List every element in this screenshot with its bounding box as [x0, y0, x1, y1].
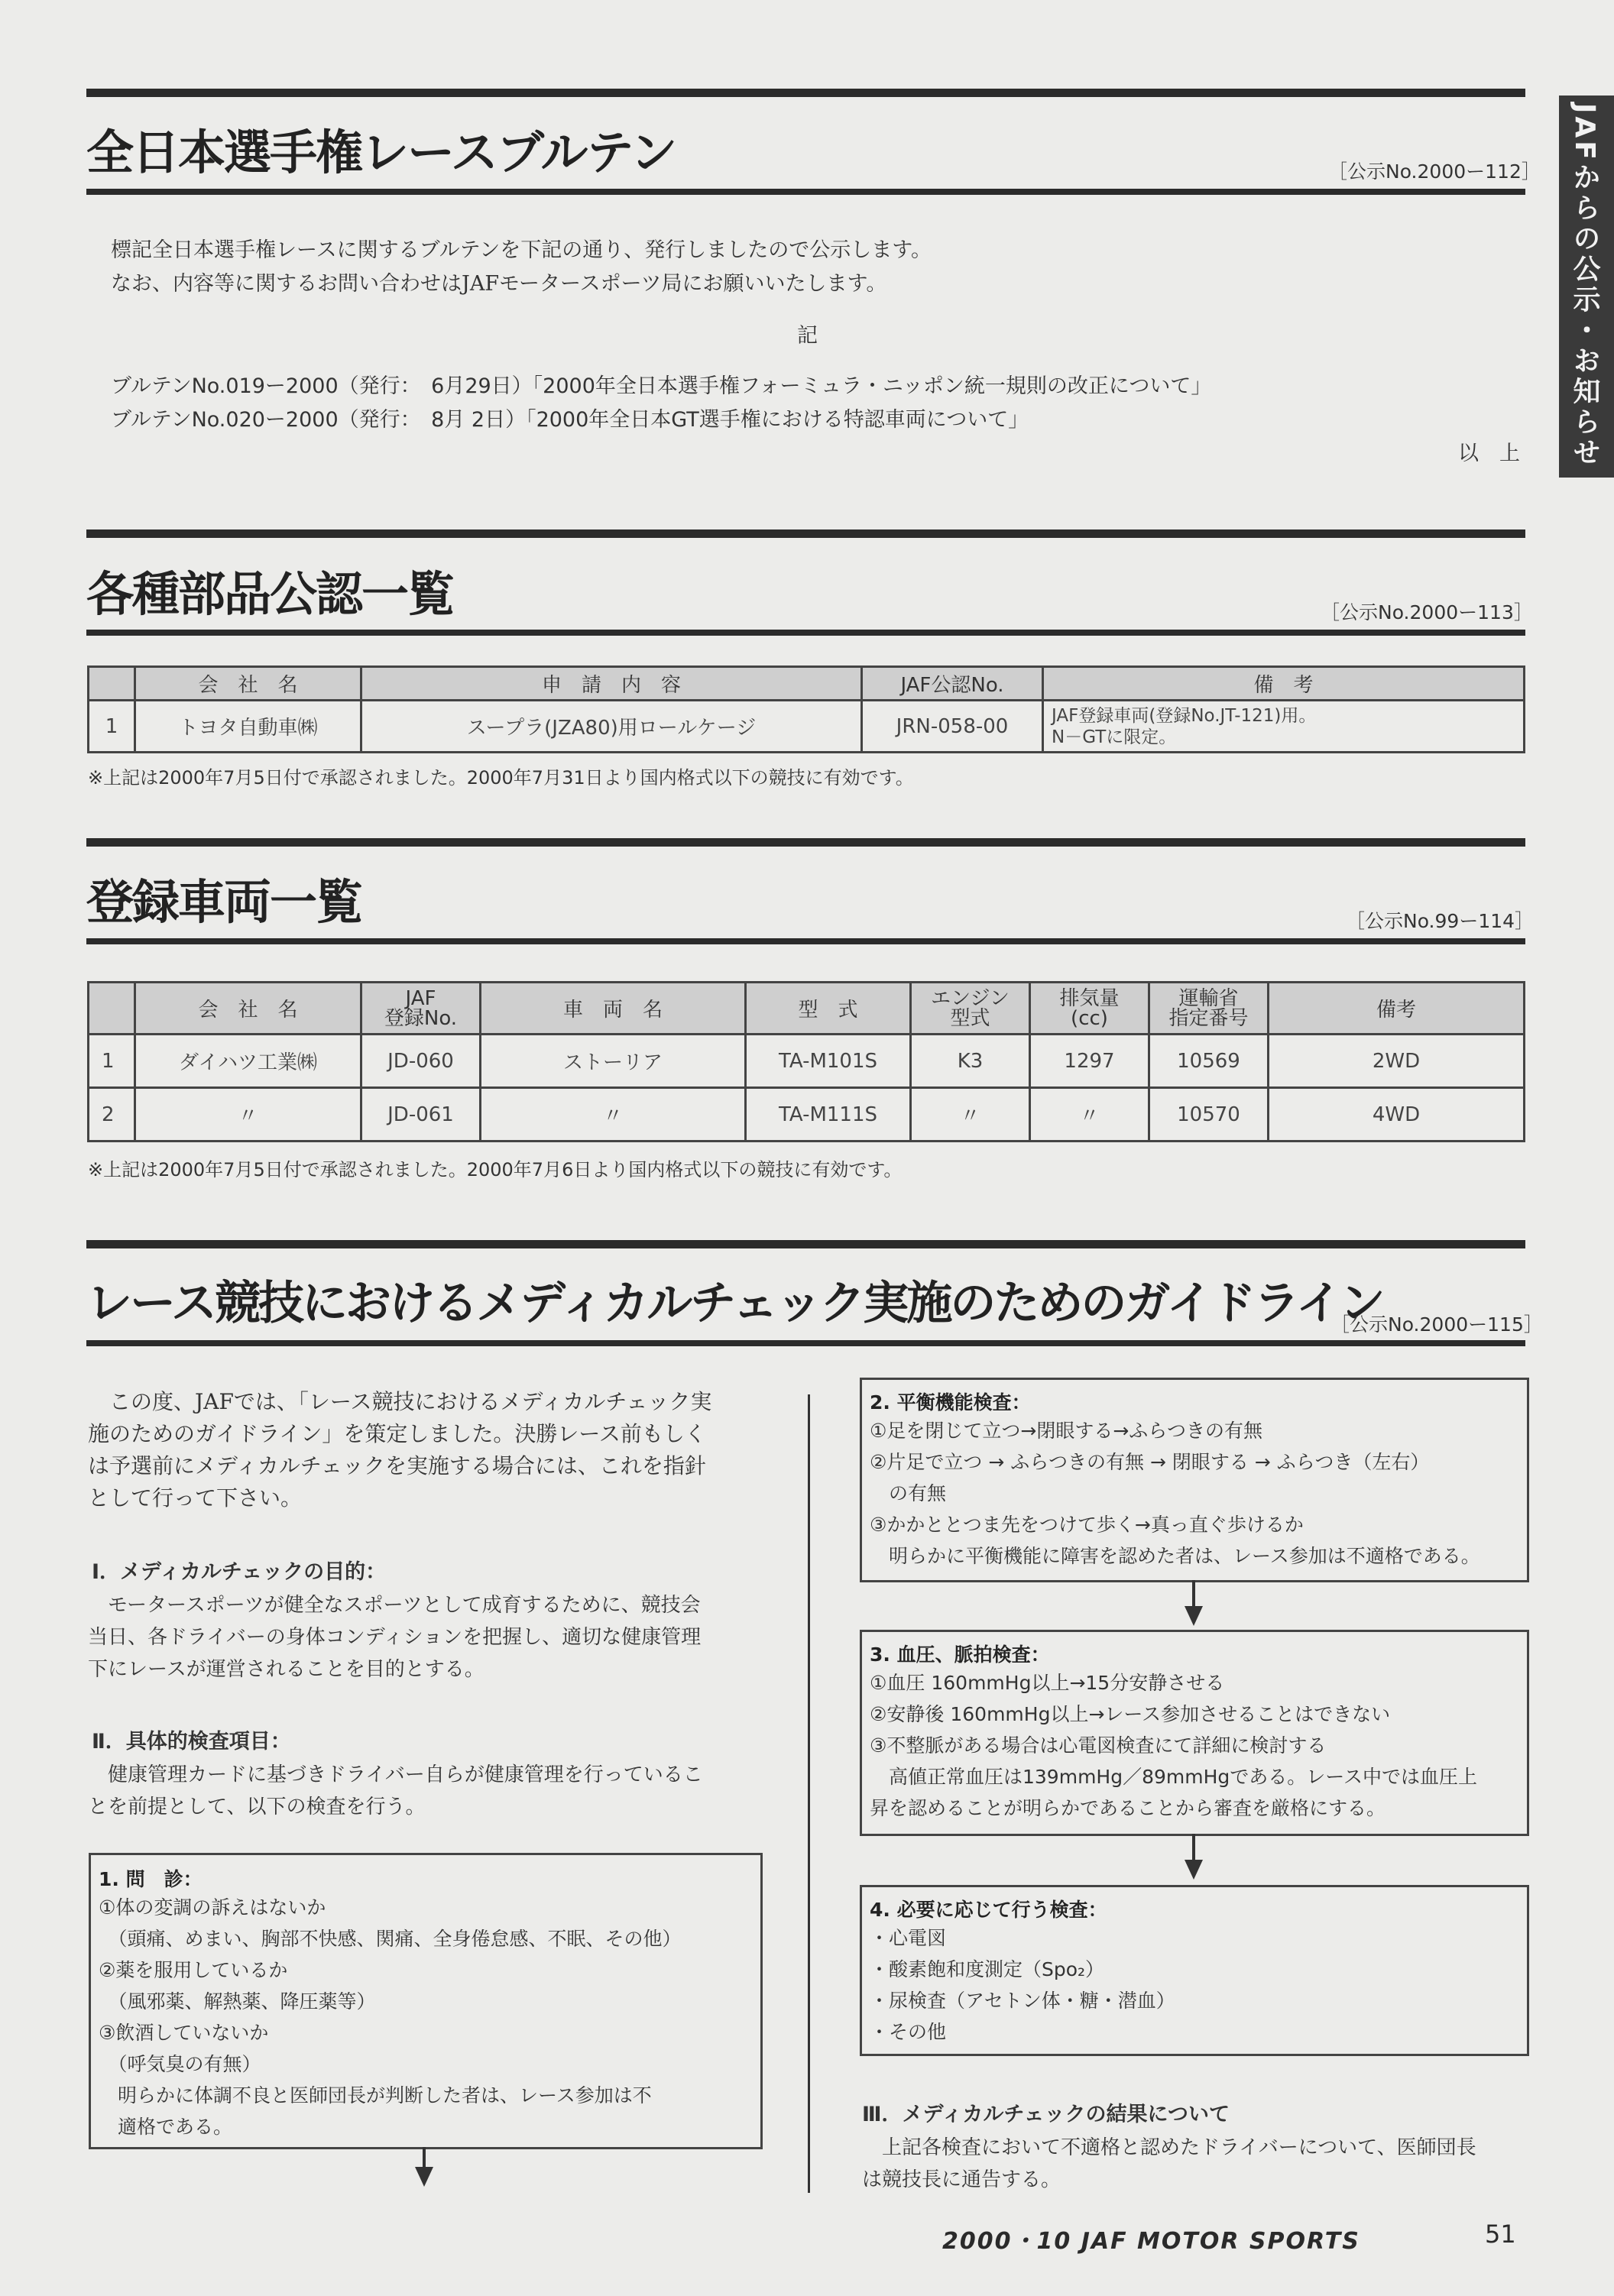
- purpose-line: 下にレースが運営されることを目的とする。: [88, 1658, 485, 1681]
- box-line: （風邪薬、解熱薬、降圧薬等）: [99, 1990, 376, 2013]
- box-blood-pressure: [860, 1630, 1529, 1836]
- table-cell: 10569: [1149, 1035, 1269, 1088]
- table-header: [1149, 983, 1269, 1035]
- purpose-line: モータースポーツが健全なスポーツとして成育するために、競技会: [88, 1594, 701, 1617]
- footer-magazine-title: 2000・10 JAF MOTOR SPORTS: [942, 2228, 1360, 2255]
- heading-results: Ⅲ．メディカルチェックの結果について: [862, 2103, 1230, 2126]
- table-cell: 1: [89, 701, 135, 753]
- section3-footnote: ※上記は2000年7月5日付で承認されました。2000年7月6日より国内格式以下の競技に有効です。: [88, 1159, 903, 1180]
- box-additional-tests: [860, 1885, 1529, 2056]
- table-cell: ストーリア: [481, 1035, 746, 1088]
- section4-title: レース競技におけるメディカルチェック実施のためのガイドライン: [86, 1277, 1383, 1330]
- section3-bottom-rule: [86, 938, 1525, 944]
- box-line: ②薬を服用しているか: [99, 1959, 288, 1981]
- section1-title: 全日本選手権レースブルテン: [86, 125, 676, 180]
- box-line: ①血圧 160mmHg以上→15分安静させる: [870, 1672, 1225, 1694]
- box-line: の有無: [870, 1482, 947, 1504]
- box-line: ・酸素飽和度測定（Spo₂）: [870, 1958, 1105, 1980]
- table-cell: 1: [89, 1035, 135, 1088]
- inspection-items-text: [88, 1759, 703, 1823]
- section4-bottom-rule: [86, 1340, 1525, 1346]
- box-line: ②片足で立つ → ふらつきの有無 → 閉眼する → ふらつき（左右）: [870, 1451, 1430, 1473]
- section4-top-rule: [86, 1240, 1525, 1248]
- table-header-line: 運輸省: [1178, 986, 1239, 1010]
- heading-inspection-items: Ⅱ．具体的検査項目：: [92, 1730, 291, 1754]
- table-cell: [1043, 701, 1525, 753]
- table-row: [89, 701, 1525, 753]
- table-cell: 〃: [135, 1088, 361, 1142]
- section3-top-rule: [86, 838, 1525, 847]
- results-text: [862, 2132, 1476, 2196]
- table-cell: K3: [911, 1035, 1030, 1088]
- table-header-line: JAF: [405, 986, 436, 1010]
- table-header-line: 排気量: [1059, 986, 1120, 1010]
- box-title: 4. 必要に応じて行う検査：: [870, 1899, 1107, 1921]
- table-cell: 1297: [1030, 1035, 1149, 1088]
- purpose-text: [88, 1589, 701, 1686]
- column-divider: [808, 1394, 810, 2193]
- table-header: [1030, 983, 1149, 1035]
- section2-title: 各種部品公認一覧: [86, 566, 454, 622]
- registered-vehicles-table: [87, 981, 1525, 1142]
- flow-arrow-down-icon: [1185, 1860, 1203, 1880]
- bulletin-item-2: ブルテンNo.020ー2000（発行： 8月 2日）「2000年全日本GT選手権における特認車両について」: [111, 408, 1029, 432]
- table-header-line: 型式: [950, 1006, 990, 1030]
- table-cell: 〃: [481, 1088, 746, 1142]
- section2-footnote: ※上記は2000年7月5日付で承認されました。2000年7月31日より国内格式以下の競技に有効です。: [88, 767, 914, 789]
- box-line: 昇を認めることが明らかであることから審査を厳格にする。: [870, 1797, 1386, 1819]
- box-line: ・尿検査（アセトン体・糖・潜血）: [870, 1990, 1175, 2012]
- section2-top-rule: [86, 529, 1525, 538]
- purpose-line: 当日、各ドライバーの身体コンディションを把握し、適切な健康管理: [88, 1626, 702, 1649]
- table-cell-note-line: N－GTに限定。: [1052, 727, 1177, 747]
- box-line: （呼気臭の有無）: [99, 2053, 261, 2075]
- table-cell: ダイハツ工業㈱: [135, 1035, 361, 1088]
- side-tab-label: JAFからの公示・お知らせ: [1569, 103, 1600, 468]
- table-cell-note-line: JAF登録車両(登録No.JT-121)用。: [1052, 705, 1317, 726]
- table-header: 備 考: [1043, 667, 1525, 701]
- table-header: [911, 983, 1030, 1035]
- table-cell: 〃: [911, 1088, 1030, 1142]
- section1-top-rule: [86, 89, 1525, 97]
- table-header: 備考: [1269, 983, 1525, 1035]
- table-cell: TA-M111S: [746, 1088, 911, 1142]
- box-line: ③かかととつま先をつけて歩く→真っ直ぐ歩けるか: [870, 1514, 1304, 1536]
- intro-line: 施のためのガイドライン」を策定しました。決勝レース前もしく: [88, 1421, 706, 1446]
- table-row: [89, 1088, 1525, 1142]
- table-cell: 10570: [1149, 1088, 1269, 1142]
- flow-arrow-shaft: [1192, 1834, 1195, 1863]
- table-header-line: (cc): [1071, 1006, 1108, 1030]
- box-line: ①体の変調の訴えはないか: [99, 1896, 326, 1919]
- box-interview: [89, 1853, 763, 2149]
- results-line: 上記各検査において不適格と認めたドライバーについて、医師団長: [862, 2136, 1476, 2159]
- bulletin-item-1: ブルテンNo.019ー2000（発行： 6月29日）「2000年全日本選手権フォーミュラ・ニッポン統一規則の改正について」: [111, 374, 1212, 398]
- section1-paragraph-1: 標記全日本選手権レースに関するブルテンを下記の通り、発行しましたので公示します。: [111, 238, 932, 262]
- section1-ki: 記: [797, 324, 818, 348]
- section1-ijo: 以 上: [1458, 442, 1520, 465]
- table-header: JAF公認No.: [862, 667, 1043, 701]
- flow-arrow-down-icon: [415, 2167, 433, 2187]
- box-line: 適格である。: [99, 2116, 233, 2138]
- intro-line: として行って下さい。: [88, 1485, 303, 1511]
- box-balance-test: [860, 1378, 1529, 1582]
- box-title: 1. 問 診：: [99, 1868, 203, 1890]
- table-header: 会 社 名: [135, 667, 361, 701]
- box-line: ①足を閉じて立つ→閉眼する→ふらつきの有無: [870, 1420, 1263, 1442]
- flow-arrow-down-icon: [1185, 1606, 1203, 1626]
- results-line: は競技長に通告する。: [862, 2168, 1061, 2191]
- table-header-line: 指定番号: [1168, 1006, 1249, 1030]
- table-cell: TA-M101S: [746, 1035, 911, 1088]
- table-header: 会 社 名: [135, 983, 361, 1035]
- section1-kokuji: ［公示No.2000ー112］: [1328, 160, 1541, 183]
- page-number: 51: [1485, 2220, 1516, 2249]
- table-header: [89, 667, 135, 701]
- box-line: ・その他: [870, 2021, 947, 2043]
- table-cell: スープラ(JZA80)用ロールケージ: [361, 701, 862, 753]
- parts-approval-table: [87, 665, 1525, 753]
- table-cell: 〃: [1030, 1088, 1149, 1142]
- box-line: 高値正常血圧は139mmHg／89mmHgである。レース中では血圧上: [870, 1766, 1478, 1788]
- section3-title: 登録車両一覧: [86, 874, 362, 930]
- section2-kokuji: ［公示No.2000ー113］: [1321, 601, 1533, 623]
- table-header: [89, 983, 135, 1035]
- table-cell: JD-061: [361, 1088, 481, 1142]
- box-line: 明らかに平衡機能に障害を認めた者は、レース参加は不適格である。: [870, 1545, 1480, 1567]
- inspection-line: とを前提として、以下の検査を行う。: [88, 1796, 426, 1818]
- table-cell: JRN-058-00: [862, 701, 1043, 753]
- box-line: 明らかに体調不良と医師団長が判断した者は、レース参加は不: [99, 2084, 652, 2107]
- table-row: [89, 1035, 1525, 1088]
- heading-purpose: Ⅰ．メディカルチェックの目的：: [92, 1560, 387, 1584]
- table-header: 型 式: [746, 983, 911, 1035]
- table-header-line: 登録No.: [384, 1006, 458, 1030]
- box-line: （頭痛、めまい、胸部不快感、関痛、全身倦怠感、不眠、その他）: [99, 1928, 682, 1950]
- table-cell: トヨタ自動車㈱: [135, 701, 361, 753]
- box-line: ③飲酒していないか: [99, 2022, 269, 2044]
- box-title: 2. 平衡機能検査：: [870, 1391, 1031, 1414]
- section4-kokuji: ［公示No.2000ー115］: [1330, 1313, 1543, 1336]
- table-header: 申 請 内 容: [361, 667, 862, 701]
- box-title: 3. 血圧、脈拍検査：: [870, 1643, 1050, 1666]
- guideline-intro: [88, 1386, 711, 1514]
- table-header-line: エンジン: [931, 986, 1010, 1010]
- section3-kokuji: ［公示No.99ー114］: [1346, 910, 1535, 932]
- intro-line: この度、JAFでは、「レース競技におけるメディカルチェック実: [88, 1389, 712, 1414]
- flow-arrow-shaft: [1192, 1580, 1195, 1609]
- box-line: ②安静後 160mmHg以上→レース参加させることはできない: [870, 1703, 1391, 1725]
- table-cell: JD-060: [361, 1035, 481, 1088]
- table-cell: 2: [89, 1088, 135, 1142]
- box-line: ③不整脈がある場合は心電図検査にて詳細に検討する: [870, 1734, 1327, 1757]
- section1-bottom-rule: [86, 189, 1525, 195]
- section1-paragraph-2: なお、内容等に関するお問い合わせはJAFモータースポーツ局にお願いいたします。: [111, 272, 887, 296]
- table-cell: 2WD: [1269, 1035, 1525, 1088]
- inspection-line: 健康管理カードに基づきドライバー自らが健康管理を行っているこ: [88, 1763, 703, 1786]
- table-header: 車 両 名: [481, 983, 746, 1035]
- section2-bottom-rule: [86, 630, 1525, 636]
- intro-line: は予選前にメディカルチェックを実施する場合には、これを指針: [88, 1453, 706, 1478]
- box-line: ・心電図: [870, 1927, 947, 1949]
- table-cell: 4WD: [1269, 1088, 1525, 1142]
- table-header: [361, 983, 481, 1035]
